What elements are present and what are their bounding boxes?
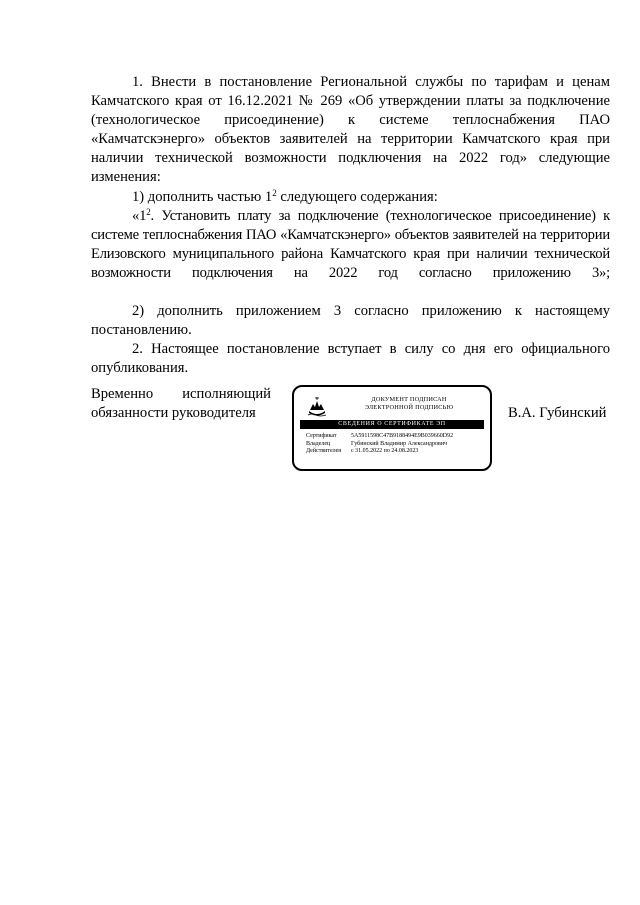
stamp-label: Действителен <box>306 448 342 455</box>
paragraph-add-appendix: 2) дополнить приложением 3 согласно приложению к настоящему постановлению. <box>91 303 610 339</box>
e-signature-stamp <box>292 385 492 471</box>
signatory-position-line2: обязанности руководителя <box>91 405 256 421</box>
stamp-label: Сертификат <box>306 433 337 439</box>
paragraph-effective: 2. Настоящее постановление вступает в силу со дня его официального опубликования. <box>91 341 610 377</box>
stamp-row-certificate <box>306 433 453 441</box>
signatory-position <box>91 385 271 423</box>
stamp-value: Губинский Владимир Александрович <box>351 440 448 447</box>
stamp-value: с 31.05.2022 по 24.08.2023 <box>351 448 419 455</box>
superscript: 2 <box>272 187 277 198</box>
stamp-certificate-header: СВЕДЕНИЯ О СЕРТИФИКАТЕ ЭП <box>300 420 484 429</box>
stamp-row-validity <box>306 448 453 456</box>
stamp-title <box>334 396 484 411</box>
signer-name: В.А. Губинский <box>508 405 607 421</box>
stamp-label: Владелец <box>306 440 331 447</box>
paragraph-amend: 1. Внести в постановление Региональной службы по тарифам и ценам Камчатского края от 16.12.2021 № 269 «Об утверждении платы за подключение (технологическое присоединение) к системе теплоснабжения ПАО «Камчатскэнерго» объектов заявителей на территории Камчатского края при наличии технической возможности подключения на 2022 год» следующие изменения: <box>91 74 610 186</box>
stamp-title-line1: ДОКУМЕНТ ПОДПИСАН <box>371 396 447 403</box>
paragraph-new-part-quote: «1 <box>132 207 147 224</box>
signatory-position-line1 <box>91 385 271 404</box>
paragraph-add-part <box>91 188 610 207</box>
coat-of-arms-icon <box>306 396 328 417</box>
paragraph-add-part-tail: следующего содержания: <box>276 188 438 205</box>
paragraph-new-part-text: . Установить плату за подключение (технологическое присоединение) к системе теплоснабжения ПАО «Камчатскэнерго» объектов заявителей на территории Елизовского муниципального района Камчатского края при наличии технической возможности подключения на 2022 год согласно приложению 3»; <box>91 207 610 281</box>
paragraph-add-part-text: 1) дополнить частью 1 <box>132 188 273 205</box>
superscript: 2 <box>146 206 151 217</box>
document-body <box>91 73 610 379</box>
stamp-certificate-details <box>306 433 453 456</box>
signatory-position-word2: исполняющий <box>182 386 271 402</box>
stamp-value: 5A5911598C47B9188494E9B039660D92 <box>351 433 454 439</box>
paragraph-new-part <box>91 207 610 302</box>
signatory-position-word1: Временно <box>91 386 154 402</box>
stamp-title-line2: ЭЛЕКТРОННОЙ ПОДПИСЬЮ <box>364 403 454 411</box>
